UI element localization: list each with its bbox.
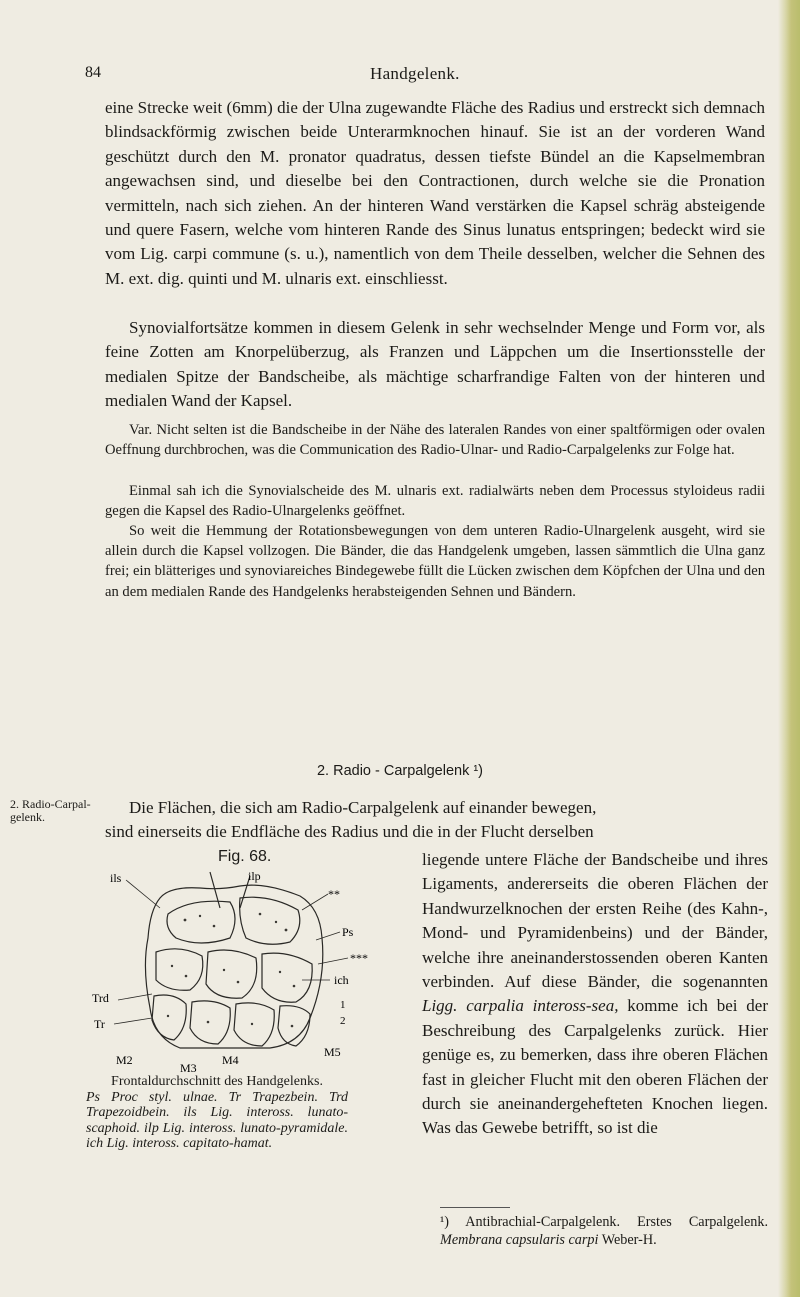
page-number: 84 xyxy=(85,64,101,81)
footnote-marker: ¹) xyxy=(440,1214,449,1230)
footnote-rule xyxy=(440,1207,510,1208)
callout-two: 2 xyxy=(340,1015,346,1027)
footnote-text: Antibrachial-Carpalgelenk. Erstes Carpalgelenk. xyxy=(465,1214,769,1230)
callout-tr: Tr xyxy=(94,1017,105,1031)
paragraph-synovial: Synovialfortsätze kommen in diesem Gelenk in sehr wechselnder Menge und Form vor, als feine Zotten am Knorpelüberzug, als Franzen und Läppchen um die Insertionsstelle der medialen Spitze der Bandscheibe, als mächtige scharfrandige Falten von der hinteren und medialen Wand der Kapsel. xyxy=(105,318,765,411)
callout-trd: Trd xyxy=(92,991,109,1005)
paragraph-variation: Var. Nicht selten ist die Bandscheibe in der Nähe des lateralen Randes von einer spaltförmigen oder ovalen Oeffnung durchbrochen, was die Communication des Radio-Ulnar- und Radio-Carpalgelenks zur Folge hat. xyxy=(105,422,765,459)
callout-m4: M4 xyxy=(222,1053,239,1067)
running-title: Handgelenk. xyxy=(370,64,460,83)
footnote xyxy=(440,1213,768,1249)
section-title: 2. Radio - Carpalgelenk ¹) xyxy=(316,763,484,779)
callout-ils: ils xyxy=(110,871,122,885)
callout-m2: M2 xyxy=(116,1053,133,1067)
callout-m5: M5 xyxy=(324,1045,341,1059)
paragraph-capsule: eine Strecke weit (6mm) die der Ulna zugewandte Fläche des Radius und erstreckt sich demnach blindsackförmig zwischen beide Unterarmknochen hinauf. Sie ist an der vorderen Wand geschützt durch den M. pronator quadratus, dessen tiefste Bündel an die Kapselmembran angewachsen sind, und dieselbe bei den Contractionen, durch welche sie die Pronation vermitteln, nach sich ziehen. An der hinteren Wand verstärken die Kapsel schräg absteigende und quere Fasern, welche vom hinteren Rande des Sinus lunatus entspringen; bedeckt wird sie vom Lig. carpi commune (s. u.), namentlich von dem Theile desselben, welcher die Sehnen des M. ext. dig. quinti und M. ulnaris ext. einschliesst. xyxy=(105,98,765,288)
callout-ps: Ps xyxy=(342,925,354,939)
footnote-italic: Membrana capsularis carpi xyxy=(440,1232,599,1248)
column-text-c: komme ich bei der Beschreibung des Carpalgelenks zurück. Hier genüge es, zu bemerken, dass ihre oberen Flächen fast in gleicher Flucht mit den oberen Flächen der durch sie aneinandergehefteten Knochen liegen. xyxy=(422,996,768,1114)
section-line-2: sind einerseits die Endfläche des Radius und die in der Flucht derselben xyxy=(105,822,594,841)
callout-one: 1 xyxy=(340,999,346,1011)
page-edge-shadow xyxy=(778,0,800,1297)
column-text-d: Was das Gewebe betrifft, so ist die xyxy=(422,1118,658,1138)
margin-note: 2. Radio-Carpal-gelenk. xyxy=(10,797,91,824)
page-header xyxy=(0,64,800,88)
footnote-author: Weber-H. xyxy=(601,1232,657,1248)
callout-star2: ** xyxy=(328,887,340,901)
section-line-1: Die Flächen, die sich am Radio-Carpalgelenk auf einander bewegen, xyxy=(129,798,597,817)
column-text-a: liegende untere Fläche der Bandscheibe und ihres Ligaments, andererseits die oberen Flächen der Handwurzelknochen der ersten Reihe (des Kahn-, Mond- und Pyramidenbeins) und der Bänder, welche ihre aneinanderstossenden oberen Kanten verbinden. Auf diese Bänder, die sogenannten xyxy=(422,850,768,992)
figure-label: Fig. 68. xyxy=(218,848,272,865)
caption-title: Frontaldurchschnitt des Handgelenks. xyxy=(111,1074,323,1089)
wrist-illustration xyxy=(90,868,390,1078)
figure-caption xyxy=(86,1074,348,1152)
callout-ich: ich xyxy=(334,973,349,987)
callout-star3: *** xyxy=(350,951,368,965)
column-text-italic: Ligg. carpalia inteross-sea, xyxy=(422,996,619,1016)
callout-m3: M3 xyxy=(180,1061,197,1075)
caption-body: Ps Proc styl. ulnae. Tr Trapezbein. Trd Trapezoidbein. ils Lig. inteross. lunato-scaphoid. ilp Lig. inteross. lunato-pyramidale. ich Lig. inteross. capitato-hamat. xyxy=(86,1089,348,1152)
paragraph-observation: Einmal sah ich die Synovialscheide des M. ulnaris ext. radialwärts neben dem Processus styloideus radii gegen die Kapsel des Radio-Ulnargelenks geöffnet. xyxy=(105,483,765,520)
paragraph-rotation: So weit die Hemmung der Rotationsbewegungen von dem unteren Radio-Ulnargelenk ausgeht, wird sie allein durch die Kapsel vollzogen. Die Bänder, die das Handgelenk umgeben, lassen sämmtlich die Ulna ganz frei; ein blätteriges und synoviareiches Bindegewebe füllt die Lücken zwischen dem Köpfchen der Ulna und den an dem medialen Rande des Handgelenks herabsteigenden Sehnen und Bändern. xyxy=(105,523,765,600)
section-column-text xyxy=(422,848,768,1141)
callout-ilp: ilp xyxy=(248,869,261,883)
figure-wrist-section xyxy=(90,868,390,1078)
